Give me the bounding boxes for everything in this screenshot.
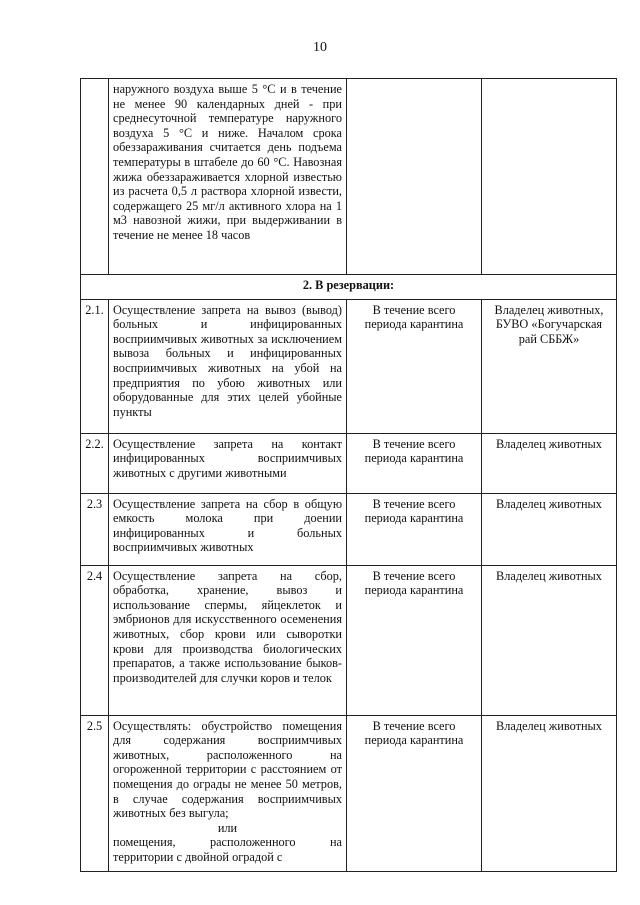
row-responsible: Владелец животных	[482, 715, 617, 871]
quarantine-measures-table	[80, 78, 617, 872]
row-responsible: Владелец животных, БУВО «Богучарская рай СББЖ»	[482, 299, 617, 433]
table-row-2-4	[81, 565, 617, 715]
row-responsible: Владелец животных	[482, 493, 617, 565]
row-description: Осуществление запрета на сбор, обработка, хранение, вывоз и использование спермы, яйцеклеток и эмбрионов для искусственного осеменения животных, сбор крови или сыворотки крови для производства биологических препаратов, а также использование быков-производителей для случки коров и телок	[109, 565, 347, 715]
row-term: В течение всего периода карантина	[347, 565, 482, 715]
row-term: В течение всего периода карантина	[347, 433, 482, 493]
row-description: Осуществление запрета на сбор в общую емкость молока при доении инфицированных и больных восприимчивых животных	[109, 493, 347, 565]
row-number: 2.5	[81, 715, 109, 871]
row-description: наружного воздуха выше 5 °С и в течение не менее 90 календарных дней - при среднесуточной температуре наружного воздуха 5 °С и ниже. Началом срока обеззараживания считается день подъема температуры в штабеле до 60 °С. Навозная жижа обеззараживается хлорной известью из расчета 0,5 л раствора хлорной извести, содержащего 25 мг/л активного хлора на 1 м3 навозной жижи, при выдерживании в течение не менее 18 часов	[109, 79, 347, 275]
row-term: В течение всего периода карантина	[347, 715, 482, 871]
row-number	[81, 79, 109, 275]
row-responsible: Владелец животных	[482, 565, 617, 715]
section-title: 2. В резервации:	[81, 275, 617, 300]
page-number: 10	[313, 40, 327, 55]
row-description: Осуществление запрета на контакт инфицированных восприимчивых животных с другими животными	[109, 433, 347, 493]
row-term	[347, 79, 482, 275]
section-header-row	[81, 275, 617, 300]
row-description-cell	[109, 715, 347, 871]
row-number: 2.2.	[81, 433, 109, 493]
row-term: В течение всего периода карантина	[347, 493, 482, 565]
table-row-2-2	[81, 433, 617, 493]
row-number: 2.1.	[81, 299, 109, 433]
table-row-2-5	[81, 715, 617, 871]
row-responsible: Владелец животных	[482, 433, 617, 493]
row-description-or: или	[217, 820, 238, 835]
row-description: Осуществление запрета на вывоз (вывод) больных и инфицированных восприимчивых животных за исключением вывоза больных и инфицированных восприимчивых животных на убой на предприятия по убою животных или оборудованные для этих целей убойные пункты	[109, 299, 347, 433]
row-number: 2.3	[81, 493, 109, 565]
table-row-2-3	[81, 493, 617, 565]
row-term: В течение всего периода карантина	[347, 299, 482, 433]
row-description: Осуществлять: обустройство помещения для содержания восприимчивых животных, расположенного на огороженной территории с расстоянием от помещения до ограды не менее 50 метров, в случае содержания восприимчивых животных без выгула;	[113, 718, 342, 821]
row-description-tail: помещения, расположенного на территории с двойной оградой с	[113, 835, 342, 864]
row-number: 2.4	[81, 565, 109, 715]
table-row-continued	[81, 79, 617, 275]
row-responsible	[482, 79, 617, 275]
table-row-2-1	[81, 299, 617, 433]
